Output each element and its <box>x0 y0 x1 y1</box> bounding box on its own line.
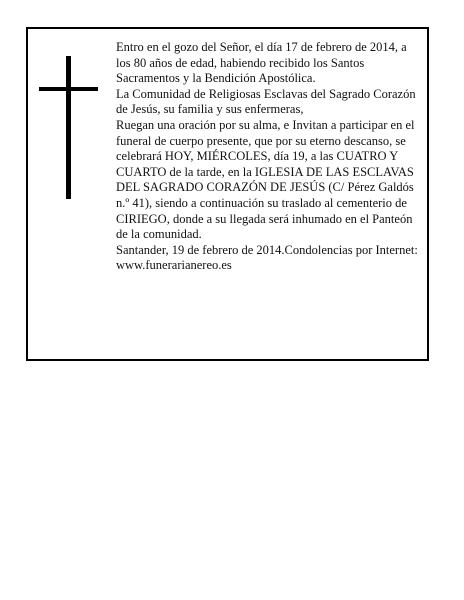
cross-horizontal-bar <box>39 87 98 91</box>
cross-vertical-bar <box>66 56 71 199</box>
notice-paragraph-death: Entro en el gozo del Señor, el día 17 de febrero de 2014, a los 80 años de edad, habiendo recibido los Santos Sacramentos y la Bendición Apostólica. <box>116 40 407 86</box>
notice-text <box>116 40 418 274</box>
notice-paragraph-family: La Comunidad de Religiosas Esclavas del Sagrado Corazón de Jesús, su familia y sus enfermeras, <box>116 86 416 117</box>
notice-paragraph-location-date: Santander, 19 de febrero de 2014.Condolencias por Internet: www.funerarianereo.es <box>116 242 418 273</box>
obituary-notice <box>26 27 429 361</box>
latin-cross-icon <box>39 56 98 199</box>
notice-paragraph-funeral: Ruegan una oración por su alma, e Invitan a participar en el funeral de cuerpo presente, que por su eterno descanso, se celebrará HOY, MIÉRCOLES, día 19, a las CUATRO Y CUARTO de la tarde, en la IGLESIA DE LAS ESCLAVAS DEL SAGRADO CORAZÓN DE JESÚS (C/ Pérez Galdós n.º 41), siendo a continuación su traslado al cementerio de CIRIEGO, donde a su llegada será inhumado en el Panteón de la comunidad. <box>116 117 415 242</box>
